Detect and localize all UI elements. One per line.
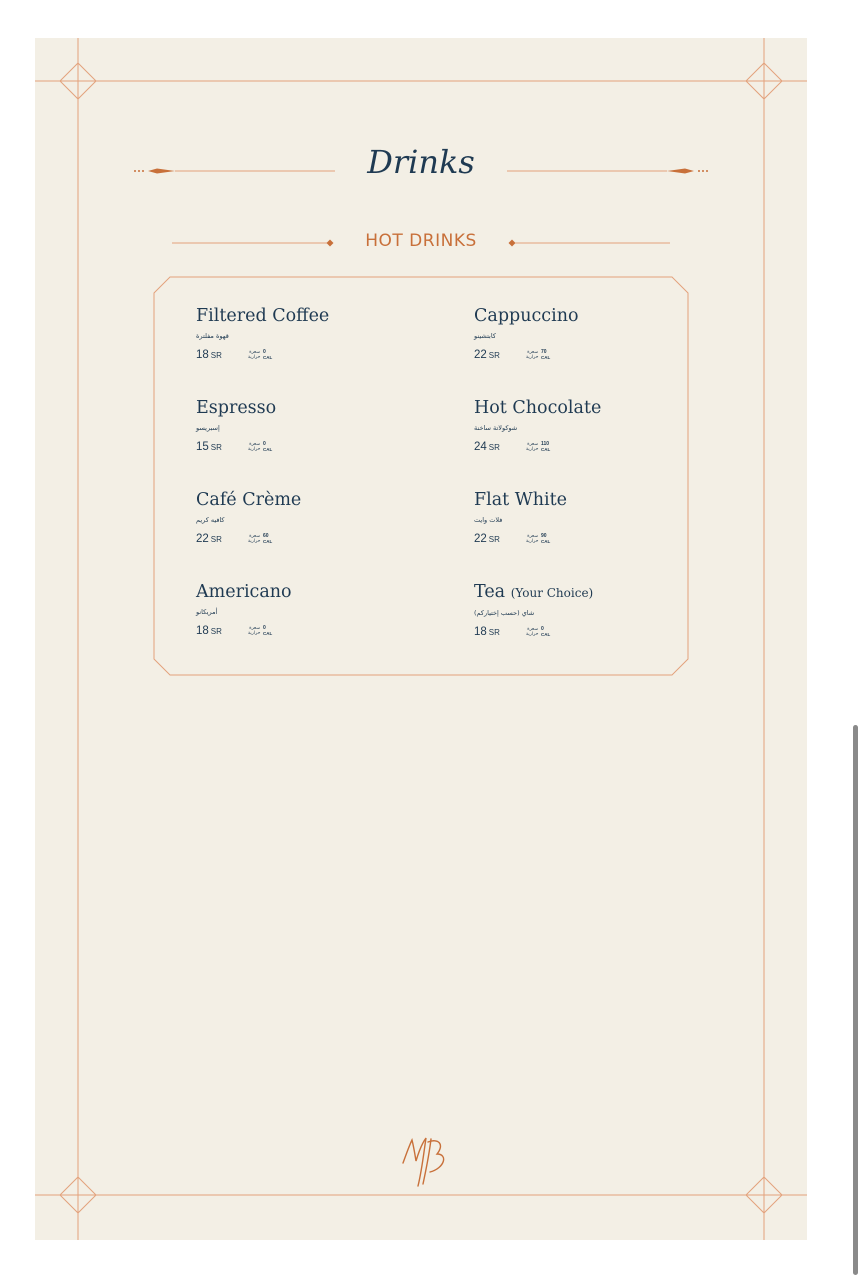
- monogram-logo: [403, 1138, 444, 1186]
- item-price: 18 SR: [196, 625, 222, 637]
- menu-item-espresso: [196, 398, 456, 454]
- item-arabic-name: أمريكانو: [196, 608, 218, 616]
- menu-item-tea: [474, 582, 734, 639]
- item-meta: [196, 624, 456, 638]
- item-price: 15 SR: [196, 441, 222, 453]
- item-name: Café Crème: [196, 490, 302, 510]
- item-name: Espresso: [196, 398, 277, 418]
- menu-item-cafe-creme: [196, 490, 456, 546]
- menu-item-flat-white: [474, 490, 734, 546]
- menu-item-cappuccino: [474, 306, 734, 362]
- item-price: 18 SR: [474, 626, 500, 638]
- item-name: Americano: [196, 582, 292, 602]
- item-meta: [474, 440, 734, 454]
- item-meta: [196, 440, 456, 454]
- item-arabic-name: كافيه كريم: [196, 516, 225, 524]
- menu-item-filtered-coffee: [196, 306, 456, 362]
- page-title: Drinks: [367, 143, 475, 181]
- item-name: Flat White: [474, 490, 568, 510]
- item-meta: [196, 348, 456, 362]
- item-arabic-name: قهوة مفلترة: [196, 332, 229, 340]
- item-note: (Your Choice): [510, 586, 594, 600]
- item-calories: سعرة حرارية 70 CAL: [526, 349, 551, 360]
- item-arabic-name: شوكولاتة ساخنة: [474, 424, 518, 432]
- menu-item-americano: [196, 582, 456, 638]
- item-arabic-name: شاي (حسب إختياركم): [474, 609, 535, 617]
- item-price: 22 SR: [474, 533, 500, 545]
- scrollbar-thumb[interactable]: [853, 725, 858, 1275]
- item-name: Tea (Your Choice): [474, 582, 594, 602]
- item-name: Filtered Coffee: [196, 306, 330, 326]
- item-calories: سعرة حرارية 90 CAL: [526, 533, 551, 544]
- item-calories: سعرة حرارية 60 CAL: [248, 533, 273, 544]
- item-calories: سعرة حرارية 0 CAL: [248, 441, 273, 452]
- item-price: 18 SR: [196, 349, 222, 361]
- section-title: HOT DRINKS: [365, 231, 477, 251]
- menu-item-hot-chocolate: [474, 398, 734, 454]
- item-price: 24 SR: [474, 441, 500, 453]
- item-meta: [474, 625, 734, 639]
- item-arabic-name: إسبريسو: [196, 424, 220, 432]
- item-calories: سعرة حرارية 110 CAL: [526, 441, 551, 452]
- item-meta: [474, 348, 734, 362]
- item-name: Cappuccino: [474, 306, 579, 326]
- menu-page: [35, 38, 807, 1240]
- item-arabic-name: كابتشينو: [474, 332, 496, 340]
- item-price: 22 SR: [196, 533, 222, 545]
- item-meta: [196, 532, 456, 546]
- item-calories: سعرة حرارية 0 CAL: [248, 625, 273, 636]
- item-calories: سعرة حرارية 0 CAL: [526, 626, 551, 637]
- decorative-frame: [35, 38, 807, 1240]
- item-meta: [474, 532, 734, 546]
- item-calories: سعرة حرارية 0 CAL: [248, 349, 273, 360]
- item-price: 22 SR: [474, 349, 500, 361]
- item-name: Hot Chocolate: [474, 398, 602, 418]
- item-arabic-name: فلات وايت: [474, 516, 503, 524]
